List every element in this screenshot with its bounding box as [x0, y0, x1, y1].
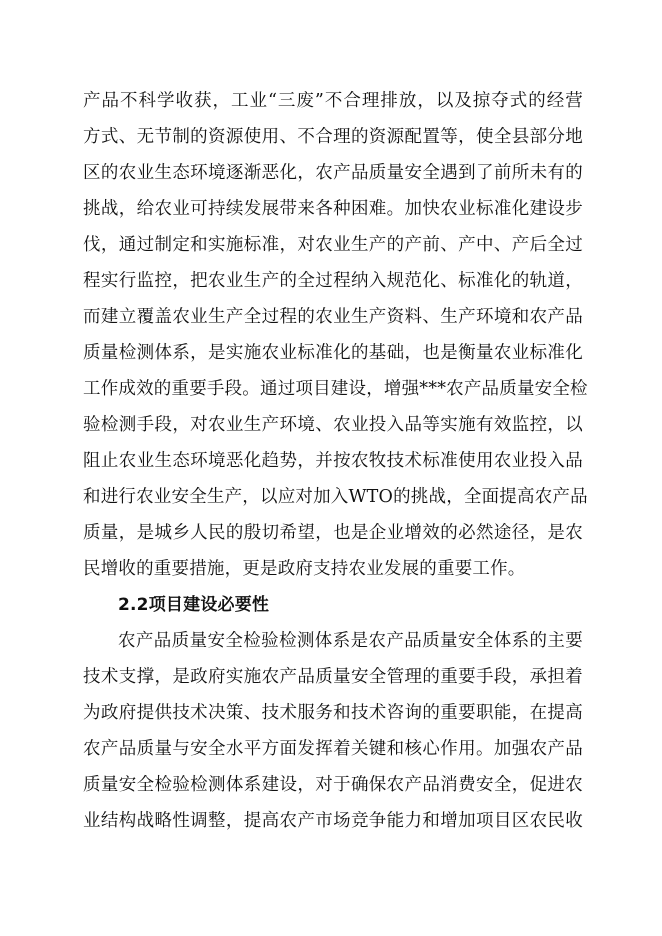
- paragraph-line: 方式、无节制的资源使用、不合理的资源配置等，使全县部分地: [83, 127, 583, 147]
- paragraph-line: 区的农业生态环境逐渐恶化，农产品质量安全遇到了前所未有的: [83, 163, 583, 183]
- paragraph-line: 农产品质量与安全水平方面发挥着关键和核心作用。加强农产品: [83, 739, 583, 759]
- paragraph-line: 技术支撑，是政府实施农产品质量安全管理的重要手段，承担着: [83, 667, 583, 687]
- paragraph-line: 质量检测体系，是实施农业标准化的基础，也是衡量农业标准化: [83, 343, 583, 363]
- paragraph-line: 而建立覆盖农业生产全过程的农业生产资料、生产环境和农产品: [83, 307, 583, 327]
- paragraph-line: 验检测手段，对农业生产环境、农业投入品等实施有效监控，以: [83, 415, 583, 435]
- paragraph-line: 和进行农业安全生产，以应对加入WTO的挑战，全面提高农产品: [83, 487, 588, 507]
- paragraph-line: 程实行监控，把农业生产的全过程纳入规范化、标准化的轨道，: [83, 271, 583, 291]
- paragraph-line: 农产品质量安全检验检测体系是农产品质量安全体系的主要: [118, 631, 583, 651]
- paragraph-line: 质量，是城乡人民的殷切希望，也是企业增效的必然途径，是农: [83, 523, 583, 543]
- section-heading: 2.2项目建设必要性: [118, 595, 270, 615]
- paragraph-line: 业结构战略性调整，提高农产市场竞争能力和增加项目区农民收: [83, 811, 583, 831]
- paragraph-line: 伐，通过制定和实施标准，对农业生产的产前、产中、产后全过: [83, 235, 583, 255]
- paragraph-line: 产品不科学收获，工业“三废”不合理排放，以及掠夺式的经营: [83, 91, 583, 111]
- paragraph-line: 工作成效的重要手段。通过项目建设，增强***农产品质量安全检: [83, 379, 588, 399]
- paragraph-line: 质量安全检验检测体系建设，对于确保农产品消费安全，促进农: [83, 775, 583, 795]
- paragraph-line: 阻止农业生态环境恶化趋势，并按农牧技术标准使用农业投入品: [83, 451, 583, 471]
- paragraph-line: 为政府提供技术决策、技术服务和技术咨询的重要职能，在提高: [83, 703, 583, 723]
- paragraph-line: 挑战，给农业可持续发展带来各种困难。加快农业标准化建设步: [83, 199, 583, 219]
- paragraph-line: 民增收的重要措施，更是政府支持农业发展的重要工作。: [83, 559, 526, 579]
